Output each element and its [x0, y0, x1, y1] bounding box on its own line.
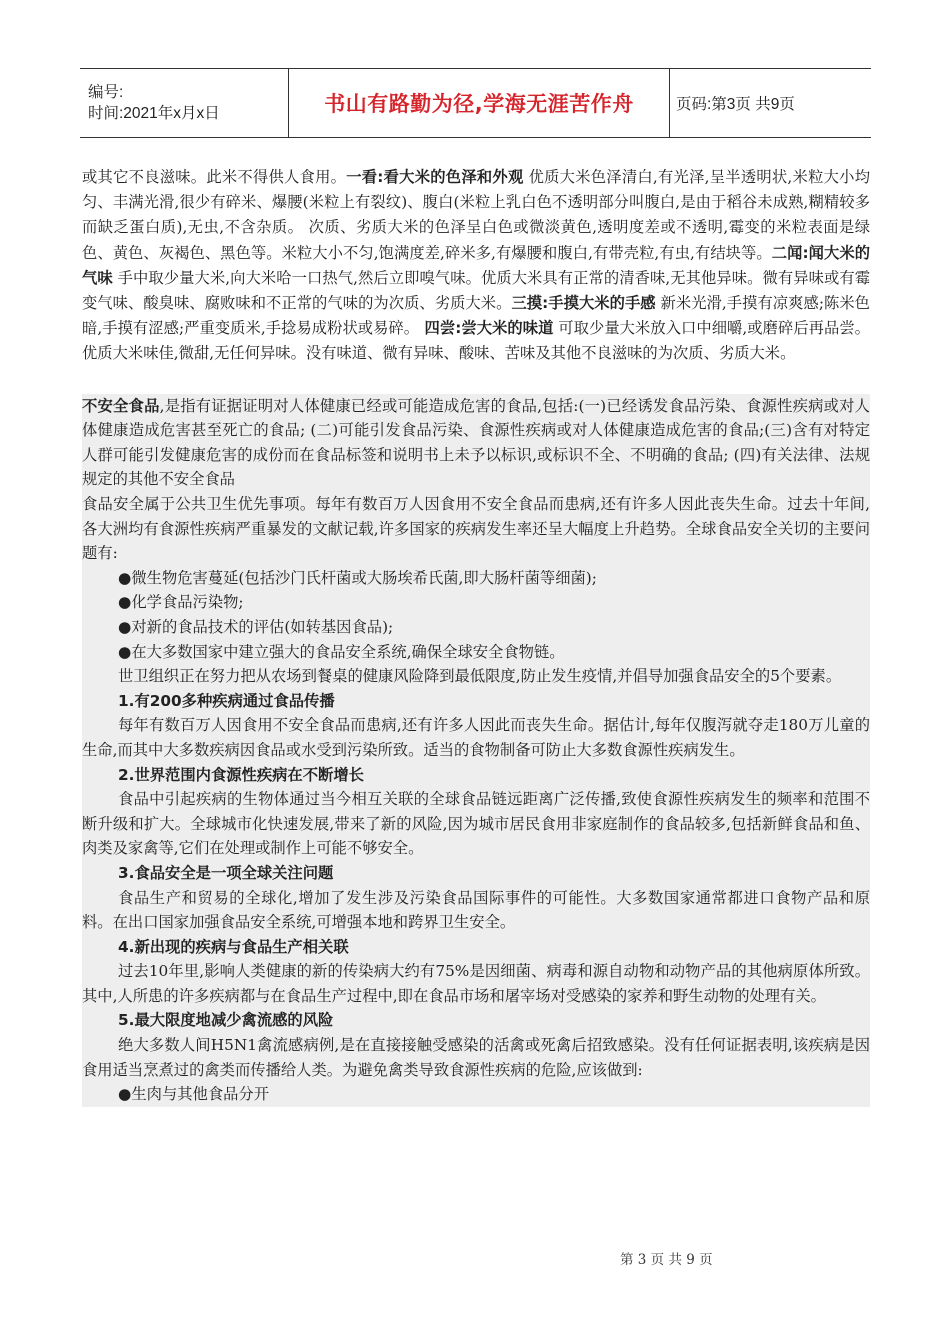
- section-body: 每年有数百万人因食用不安全食品而患病,还有许多人因此而丧失生命。据估计,每年仅腹泻就夺走180万儿童的生命,而其中大多数疾病因食品或水受到污染所致。适当的食物制备可防止大多数食源性疾病发生。: [82, 716, 870, 759]
- document-number-label: 编号:: [88, 84, 124, 101]
- rice-text-4: 新米光滑,手摸有凉爽感;陈米色暗,手摸有涩感;严重变质米,手捻易成粉状或易碎。: [82, 294, 870, 338]
- section-heading: 5.最大限度地减少禽流感的风险: [118, 1011, 334, 1030]
- rice-text-5: 可取少量大米放入口中细嚼,或磨碎后再品尝。优质大米味佳,微甜,无任何异味。没有味道、微有异味、酸味、苦味及其他不良滋味的为次质、劣质大米。: [82, 319, 870, 363]
- rice-text-1: 或其它不良滋味。此米不得供人食用。: [82, 168, 347, 186]
- header-motto: 书山有路勤为径,学海无涯苦作舟: [324, 92, 634, 116]
- page-header: [80, 68, 871, 138]
- section-heading: 2.世界范围内食源性疾病在不断增长: [118, 765, 364, 784]
- section-heading: 3.食品安全是一项全球关注问题: [118, 863, 334, 882]
- food-safety-section: [82, 394, 870, 1107]
- header-motto-cell: [288, 69, 670, 137]
- section-heading: 1.有200多种疾病通过食品传播: [118, 691, 335, 710]
- section-body: 食品生产和贸易的全球化,增加了发生涉及污染食品国际事件的可能性。大多数国家通常都进口食物产品和原料。在出口国家加强食品安全系统,可增强本地和跨界卫生安全。: [82, 888, 870, 932]
- unsafe-food-definition: [82, 394, 870, 492]
- header-meta: [80, 69, 288, 137]
- section-body: 过去10年里,影响人类健康的新的传染病大约有75%是因细菌、病毒和源自动物和动物产品的其他病原体所致。其中,人所患的许多疾病都与在食品生产过程中,即在食品市场和屠宰场对受感染的家养和野生动物的处理有关。: [82, 962, 870, 1005]
- document-body: [82, 165, 870, 1107]
- rice-heading-taste: 四尝:尝大米的味道: [419, 319, 554, 338]
- who-paragraph: 世卫组织正在努力把从农场到餐桌的健康风险降到最低限度,防止发生疫情,并倡导加强食品安全的5个要素。: [118, 667, 842, 686]
- section-body: 食品中引起疾病的生物体通过当今相互关联的全球食品链远距离广泛传播,致使食源性疾病发生的频率和范围不断升级和扩大。全球城市化快速发展,带来了新的风险,因为城市居民食用非家庭制作的食品较多,包括新鲜食品和鱼、肉类及家禽等,它们在处理或制作上可能不够安全。: [82, 790, 870, 858]
- rice-text-2: 优质大米色泽清白,有光泽,呈半透明状,米粒大小均匀、丰满光滑,很少有碎米、爆腰(米粒上有裂纹)、腹白(米粒上乳白色不透明部分叫腹白,是由于稻谷未成熟,糊精较多而缺乏蛋白质),无虫,不含杂质。 次质、劣质大米的色泽呈白色或微淡黄色,透明度差或不透明,霉变的米粒表面是绿色、黄色、灰褐色、黑色等。米粒大小不匀,饱满度差,碎米多,有爆腰和腹白,有带壳粒,有虫,有结块等。: [82, 168, 870, 262]
- rice-text-3: 手中取少量大米,向大米哈一口热气,然后立即嗅气味。优质大米具有正常的清香味,无其他异味。微有异味或有霉变气味、酸臭味、腐败味和不正常的气味的为次质、劣质大米。: [82, 268, 870, 313]
- bullet-item: ●微生物危害蔓延(包括沙门氏杆菌或大肠埃希氏菌,即大肠杆菌等细菌);: [118, 568, 597, 587]
- section-heading: 4.新出现的疾病与食品生产相关联: [118, 937, 349, 956]
- section-body: 绝大多数人间H5N1禽流感病例,是在直接接触受感染的活禽或死禽后招致感染。没有任何证据表明,该疾病是因食用适当烹煮过的禽类而传播给人类。为避免禽类导致食源性疾病的危险,应该做到:: [82, 1036, 870, 1079]
- food-safety-intro: 食品安全属于公共卫生优先事项。每年有数百万人因食用不安全食品而患病,还有许多人因此丧失生命。过去十年间,各大洲均有食源性疾病严重暴发的文献记载,许多国家的疾病发生率还呈大幅度上升趋势。全球食品安全关切的主要问题有:: [82, 495, 870, 563]
- rice-heading-look: 一看:看大米的色泽和外观: [346, 168, 524, 186]
- unsafe-food-term: 不安全食品: [82, 396, 160, 415]
- unsafe-food-definition-text: ,是指有证据证明对人体健康已经或可能造成危害的食品,包括:(一)已经诱发食品污染、食源性疾病或对人体健康造成危害甚至死亡的食品; (二)可能引发食品污染、食源性疾病或对人体健康造成危害的食品;(三)含有对特定人群可能引发健康危害的成份而在食品标签和说明书上未予以标识,或标识不全、不明确的食品; (四)有关法律、法规规定的其他不安全食品: [82, 396, 870, 489]
- rice-heading-touch: 三摸:手摸大米的手感: [511, 294, 656, 313]
- rice-heading-smell: 二闻:闻大米的气味: [82, 243, 870, 287]
- bullet-item: ●化学食品污染物;: [118, 593, 244, 612]
- document-time-label: 时间:2021年x月x日: [88, 105, 220, 122]
- header-page-info: 页码:第3页 共9页: [676, 96, 795, 113]
- bullet-item: ●在大多数国家中建立强大的食品安全系统,确保全球安全食物链。: [118, 642, 565, 661]
- header-page-info-cell: [670, 69, 795, 137]
- bullet-item: ●对新的食品技术的评估(如转基因食品);: [118, 617, 394, 636]
- rice-inspection-paragraph: [82, 165, 870, 367]
- bullet-item: ●生肉与其他食品分开: [118, 1085, 270, 1104]
- page-footer: 第 3 页 共 9 页: [620, 1252, 713, 1268]
